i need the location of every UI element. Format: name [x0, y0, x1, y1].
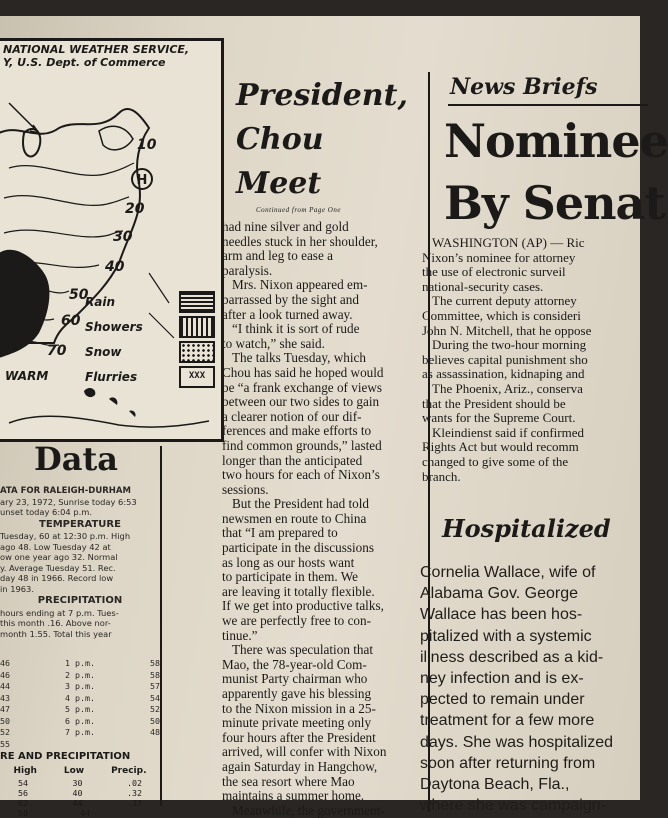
table-row — [0, 727, 160, 739]
table-cell: 2 p.m. — [65, 669, 95, 680]
brief-headline — [444, 110, 668, 234]
table-cell: 43 — [0, 692, 10, 703]
table-cell: 54 — [18, 778, 28, 788]
isotherm-label: 30 — [113, 229, 133, 245]
table-cell: 30 — [72, 778, 83, 788]
brief-line: The current deputy attorney — [432, 293, 577, 309]
brief-paragraph — [422, 294, 662, 338]
headline-line: Meet — [236, 166, 322, 201]
data-line: unset today 6:04 p.m. — [0, 507, 92, 517]
headline-line: President, — [236, 78, 408, 113]
newspaper-page — [0, 16, 668, 818]
article-line: If we get into productive talks, — [222, 598, 384, 614]
brief-body — [422, 236, 662, 484]
article-paragraph — [222, 643, 422, 804]
hospitalized-line: pitalized with a systemic — [420, 627, 592, 645]
warm-front-label: WARM — [5, 369, 49, 383]
table-row — [0, 788, 160, 798]
brief-line: as assassination, kidnaping and — [422, 366, 585, 382]
table-row — [0, 670, 160, 682]
data-line: PRECIPITATION — [37, 595, 123, 606]
legend-label: Flurries — [85, 369, 138, 384]
article-line: sessions. — [222, 481, 269, 497]
table-cell: .37 — [127, 798, 142, 808]
article-line: arrived, will confer with Nixon — [222, 744, 387, 760]
weather-map-header-line: NATIONAL WEATHER SERVICE, — [3, 43, 190, 56]
article-line: But the President had told — [232, 496, 369, 512]
hospitalized-line: Daytona Beach, Fla., — [420, 776, 570, 794]
table-row — [0, 658, 160, 670]
data-line: ATA FOR RALEIGH-DURHAM — [0, 486, 131, 496]
hospitalized-line: Wallace has been hos- — [420, 606, 583, 624]
isotherm-label: 60 — [61, 313, 81, 329]
article-headline — [236, 74, 408, 206]
table-cell: 55 — [0, 738, 10, 749]
data-line: TEMPERATURE — [39, 518, 121, 530]
table-row — [0, 798, 160, 808]
table-cell: 3 p.m. — [65, 681, 95, 691]
article-line: apparently gave his blessing — [222, 686, 372, 701]
data-line: Tuesday, 60 at 12:30 p.m. High — [0, 531, 131, 541]
table-cell: 54 — [149, 692, 160, 703]
article-paragraph — [222, 278, 422, 322]
article-line: ferences and make efforts to — [222, 423, 372, 439]
article-line: munist Party chairman who — [222, 671, 368, 687]
article-line: minute private meeting only — [222, 715, 372, 731]
section-title: News Briefs — [450, 74, 598, 100]
brief-line: the use of electronic surveil — [422, 264, 566, 280]
isotherm-label: 10 — [137, 137, 157, 153]
article-paragraph — [222, 497, 422, 643]
article-line: we are perfectly free to con- — [222, 613, 371, 629]
legend-label: Snow — [85, 344, 122, 359]
article-line: The talks Tuesday, which — [232, 350, 366, 366]
table-cell: 62 — [18, 798, 28, 808]
article-line: as long as our hosts want — [222, 554, 355, 570]
brief-line: Kleindienst said if confirmed — [432, 424, 584, 440]
brief-line: changed to give some of the — [422, 453, 569, 469]
data-line: in 1963. — [0, 583, 34, 594]
article-line: to watch,” she said. — [222, 335, 325, 351]
legend-item-snow — [85, 339, 215, 364]
table-cell: 50 — [0, 715, 10, 726]
table-cell: 44 — [0, 681, 10, 691]
article-line: after a look turned away. — [222, 306, 353, 322]
hospitalized-line: soon after returning from — [420, 754, 596, 772]
snow-pattern-icon — [179, 341, 215, 363]
headline-line: Nominee — [444, 114, 668, 168]
data-line: day 48 in 1966. Record low — [0, 573, 114, 583]
article-line: be “a frank exchange of views — [222, 379, 383, 395]
brief-line: John N. Mitchell, that he oppose — [422, 322, 592, 338]
table-cell: 1 p.m. — [65, 658, 95, 668]
column-rule — [160, 446, 162, 806]
hourly-temperature-table — [0, 658, 160, 750]
weather-map-header-line: Y, U.S. Dept. of Commerce — [3, 56, 166, 69]
table-cell: 44 — [80, 808, 90, 818]
brief-line: During the two-hour morning — [432, 337, 587, 353]
legend-item-flurries — [85, 364, 215, 389]
data-line: ago 48. Low Tuesday 42 at — [0, 541, 111, 552]
table-row — [0, 704, 160, 716]
article-line: tinue.” — [222, 627, 258, 643]
brief-paragraph — [422, 382, 662, 426]
hospitalized-line: days. She was hospitalized — [420, 733, 613, 751]
brief-paragraph — [422, 338, 662, 382]
article-line: find common grounds,” lasted — [222, 437, 382, 453]
brief-line: believes capital punishment sho — [422, 351, 588, 367]
table-cell: 4 p.m. — [65, 692, 95, 703]
column-header: High — [13, 766, 37, 776]
continued-note: Continued from Page One — [256, 206, 341, 214]
table-row — [0, 778, 160, 788]
table-cell: 58 — [18, 808, 28, 818]
table-cell: 40 — [72, 788, 83, 798]
table-cell: 44 — [72, 798, 83, 808]
article-line: between our two sides to gain — [222, 394, 380, 410]
table-cell: 52 — [0, 727, 10, 737]
table-cell: .02 — [127, 778, 142, 788]
table-row — [0, 681, 160, 693]
table-row — [0, 808, 160, 818]
table-row — [0, 693, 160, 705]
hospitalized-line: pected to remain under — [420, 691, 585, 709]
table-cell: 46 — [0, 658, 10, 668]
hospitalized-line: illness described as a kid- — [420, 648, 604, 666]
article-line: “I think it is sort of rude — [232, 321, 360, 337]
brief-line: Rights Act but would recomm — [422, 439, 579, 455]
legend-item-showers — [85, 314, 215, 339]
high-pressure-marker: H — [136, 173, 148, 188]
data-title: Data — [34, 440, 118, 478]
table-cell: 5 p.m. — [65, 704, 95, 714]
legend-item-rain — [85, 289, 215, 314]
article-line: to the Nixon mission in a 25- — [222, 700, 376, 716]
table-row — [0, 716, 160, 728]
table-cell: 47 — [0, 704, 10, 714]
data-line: ow one year ago 32. Normal — [0, 552, 118, 562]
article-line: Meanwhile, the government- — [232, 802, 385, 818]
table-cell: 48 — [149, 727, 160, 737]
article-line: are leaving it totally flexible. — [222, 583, 375, 599]
article-line: had nine silver and gold — [222, 219, 349, 234]
weather-data-text — [0, 486, 160, 639]
data-line: ary 23, 1972, Sunrise today 6:53 — [0, 496, 137, 507]
headline-line: Chou — [236, 122, 324, 157]
brief-line: Committee, which is consideri — [422, 307, 581, 323]
brief-line: The Phoenix, Ariz., conserva — [432, 380, 583, 396]
brief-line: national-security cases. — [422, 278, 544, 294]
column-header: Low — [63, 766, 85, 776]
article-paragraph — [222, 220, 422, 278]
brief-line: Nixon’s nominee for attorney — [422, 249, 576, 265]
article-line: arm and leg to ease a — [222, 248, 333, 264]
article-line: the sea resort where Mao — [222, 773, 355, 789]
hospitalized-line: treatment for a few more — [420, 712, 595, 730]
article-line: again Saturday in Hangchow, — [222, 758, 378, 774]
article-paragraph — [222, 322, 422, 351]
table-cell: 58 — [149, 658, 160, 668]
hospitalized-body — [420, 562, 660, 816]
brief-paragraph — [422, 426, 662, 484]
article-line: Mrs. Nixon appeared em- — [232, 277, 368, 293]
article-line: newsmen en route to China — [222, 510, 367, 526]
brief-paragraph — [422, 236, 662, 294]
hospitalized-headline: Hospitalized — [442, 514, 611, 543]
data-line: this month .16. Above nor- — [0, 618, 111, 628]
article-paragraph — [222, 804, 422, 818]
isotherm-label: 50 — [69, 287, 89, 303]
table-cell: 50 — [149, 715, 160, 726]
rain-pattern-icon — [179, 291, 215, 313]
hospitalized-line: Alabama Gov. George — [420, 585, 579, 603]
weather-map — [0, 38, 224, 442]
hospitalized-line: Cornelia Wallace, wife of — [420, 564, 596, 581]
article-line: four hours after the President — [222, 729, 376, 745]
isotherm-label: 70 — [47, 343, 67, 359]
flurries-pattern-icon: XXX — [179, 366, 215, 388]
table-cell: 46 — [0, 669, 10, 680]
brief-line: branch. — [422, 468, 461, 484]
article-line: There was speculation that — [232, 642, 373, 658]
brief-line: WASHINGTON (AP) — Ric — [432, 235, 585, 250]
article-line: longer than the anticipated — [222, 452, 363, 468]
article-line: that “I am prepared to — [222, 525, 338, 541]
table-cell: 58 — [149, 669, 160, 680]
article-line: a clearer notion of our dif- — [222, 408, 362, 424]
headline-line: By Senat — [444, 176, 665, 230]
weather-map-header — [3, 43, 215, 69]
article-paragraph — [222, 351, 422, 497]
article-line: maintains a summer home. — [222, 788, 365, 804]
weather-legend — [85, 289, 215, 389]
article-line: needles stuck in her shoulder, — [222, 233, 378, 249]
table-cell: 57 — [149, 681, 160, 691]
temp-precip-table — [0, 778, 160, 818]
article-line: Chou has said he hoped would — [222, 364, 384, 380]
article-line: participate in the discussions — [222, 540, 374, 556]
isotherm-label: 20 — [125, 201, 145, 217]
section-rule — [448, 104, 648, 106]
article-line: Mao, the 78-year-old Com- — [222, 656, 367, 672]
data-line: y. Average Tuesday 51. Rec. — [0, 562, 116, 573]
column-header: Precip. — [111, 766, 147, 776]
temp-precip-header: RE AND PRECIPITATION — [0, 751, 131, 762]
article-line: two hours for each of Nixon’s — [222, 467, 380, 483]
data-line: hours ending at 7 p.m. Tues- — [0, 607, 119, 618]
table-cell: 7 p.m. — [65, 727, 95, 737]
table-cell: 56 — [18, 788, 28, 798]
table-cell: 6 p.m. — [65, 715, 95, 726]
isotherm-label: 40 — [105, 259, 125, 275]
hospitalized-line: where she was campaign- — [420, 797, 606, 815]
table-cell: 52 — [149, 704, 160, 714]
brief-line: wants for the Supreme Court. — [422, 410, 576, 426]
data-line: month 1.55. Total this year — [0, 628, 112, 639]
article-line: paralysis. — [222, 262, 273, 278]
legend-label: Showers — [85, 319, 143, 334]
legend-label: Rain — [85, 294, 115, 309]
showers-pattern-icon — [179, 316, 215, 338]
table-cell: .32 — [127, 788, 142, 798]
brief-line: that the President should be — [422, 395, 566, 411]
temp-precip-columns — [0, 766, 160, 776]
article-body — [222, 220, 422, 818]
table-row — [0, 739, 160, 751]
article-line: barrassed by the sight and — [222, 291, 359, 307]
article-line: to participate in them. We — [222, 569, 359, 585]
hospitalized-line: ney infection and is ex- — [420, 670, 584, 688]
